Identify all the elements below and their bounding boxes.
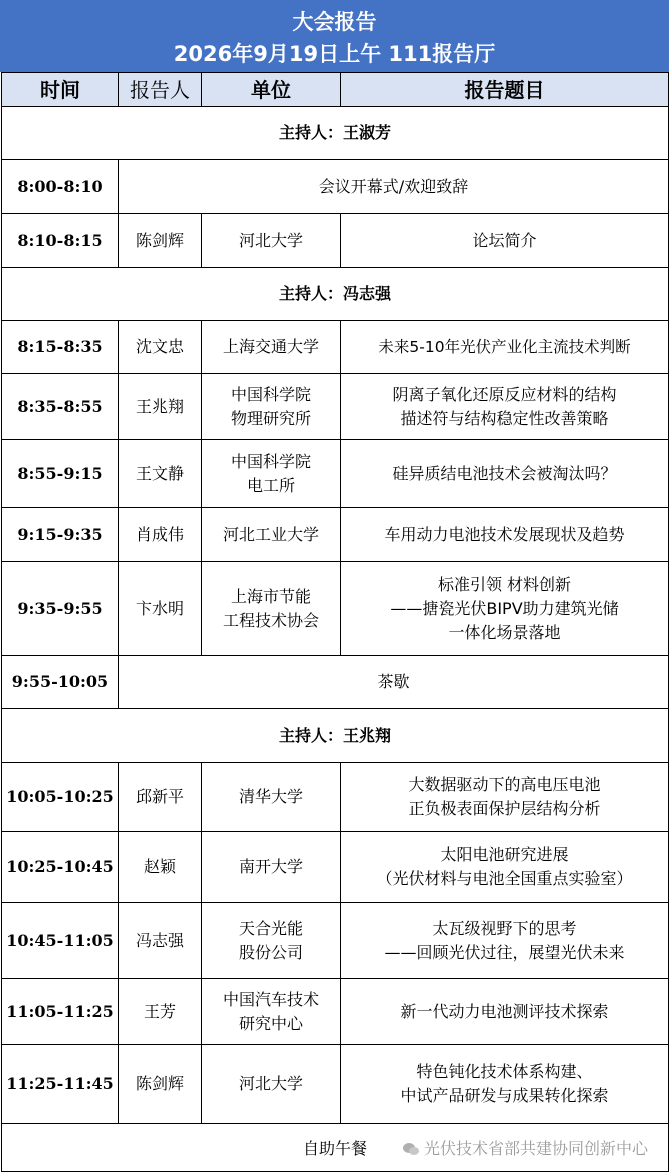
org-cell xyxy=(202,979,341,1045)
topic-line: 硅异质结电池技术会被淘汰吗？ xyxy=(392,463,617,483)
org-cell xyxy=(202,440,341,508)
table-row xyxy=(2,763,669,832)
break-cell: 茶歇 xyxy=(119,656,669,709)
table-row xyxy=(2,214,669,268)
org-line: 中国科学院 xyxy=(230,451,311,471)
org-cell xyxy=(202,763,341,832)
org-line: 上海市节能 xyxy=(230,586,311,606)
table-row xyxy=(2,832,669,903)
header-row xyxy=(2,73,669,107)
col-header-topic: 报告题目 xyxy=(341,73,669,107)
host-label: 主持人：王淑芳 xyxy=(2,107,669,160)
topic-cell xyxy=(341,763,669,832)
opening-cell: 会议开幕式/欢迎致辞 xyxy=(119,160,669,214)
topic-line: 描述符与结构稳定性改善策略 xyxy=(400,408,609,428)
topic-line: 未来5-10年光伏产业化主流技术判断 xyxy=(378,338,631,356)
host-row xyxy=(2,709,669,763)
time-cell: 8:35-8:55 xyxy=(2,374,119,440)
wechat-icon xyxy=(402,1142,420,1156)
time-cell: 8:55-9:15 xyxy=(2,440,119,508)
topic-cell xyxy=(341,903,669,979)
col-header-org: 单位 xyxy=(202,73,341,107)
topic-cell xyxy=(341,1045,669,1124)
org-cell xyxy=(202,1045,341,1124)
title-bar xyxy=(0,0,669,72)
time-cell: 10:45-11:05 xyxy=(2,903,119,979)
speaker-cell: 王兆翔 xyxy=(119,374,202,440)
footer-cell xyxy=(2,1124,669,1172)
topic-line: 大数据驱动下的高电压电池 xyxy=(408,775,601,794)
speaker-cell: 赵颖 xyxy=(119,832,202,903)
topic-line: 正负极表面保护层结构分析 xyxy=(408,799,601,818)
topic-cell xyxy=(341,321,669,374)
topic-cell xyxy=(341,374,669,440)
org-cell xyxy=(202,562,341,656)
watermark-text: 光伏技术省部共建协同创新中心 xyxy=(423,1139,648,1158)
table-row xyxy=(2,321,669,374)
time-cell: 9:35-9:55 xyxy=(2,562,119,656)
org-line: 物理研究所 xyxy=(230,408,311,428)
topic-line: 新一代动力电池测评技术探索 xyxy=(400,1001,609,1021)
time-cell: 10:25-10:45 xyxy=(2,832,119,903)
table-row xyxy=(2,903,669,979)
table-row xyxy=(2,508,669,562)
topic-line: ——搪瓷光伏BIPV助力建筑光储 xyxy=(390,598,619,618)
host-row xyxy=(2,107,669,160)
org-line: 上海交通大学 xyxy=(222,337,319,356)
topic-line: 一体化场景落地 xyxy=(448,622,561,642)
org-cell xyxy=(202,832,341,903)
speaker-cell: 陈剑辉 xyxy=(119,1045,202,1124)
topic-line: 阴离子氧化还原反应材料的结构 xyxy=(392,384,617,404)
topic-line: （光伏材料与电池全国重点实验室） xyxy=(376,869,633,888)
time-cell: 10:05-10:25 xyxy=(2,763,119,832)
org-line: 河北大学 xyxy=(238,1074,303,1093)
org-cell xyxy=(202,214,341,268)
speaker-cell: 王芳 xyxy=(119,979,202,1045)
topic-cell xyxy=(341,979,669,1045)
speaker-cell: 卞水明 xyxy=(119,562,202,656)
table-row xyxy=(2,656,669,709)
lunch-label: 自助午餐 xyxy=(302,1139,367,1158)
topic-line: 标准引领 材料创新 xyxy=(437,574,572,594)
table-row xyxy=(2,1045,669,1124)
table-row xyxy=(2,562,669,656)
watermark xyxy=(402,1137,648,1161)
host-row xyxy=(2,268,669,321)
org-line: 河北大学 xyxy=(238,230,303,250)
org-cell xyxy=(202,374,341,440)
time-cell: 9:15-9:35 xyxy=(2,508,119,562)
time-cell: 9:55-10:05 xyxy=(2,656,119,709)
topic-cell xyxy=(341,832,669,903)
col-header-time: 时间 xyxy=(2,73,119,107)
table-row xyxy=(2,440,669,508)
time-cell: 11:25-11:45 xyxy=(2,1045,119,1124)
topic-line: 太阳电池研究进展 xyxy=(440,845,569,864)
host-label: 主持人：冯志强 xyxy=(2,268,669,321)
host-label: 主持人：王兆翔 xyxy=(2,709,669,763)
org-cell xyxy=(202,508,341,562)
table-row xyxy=(2,160,669,214)
table-row xyxy=(2,979,669,1045)
table-row xyxy=(2,374,669,440)
page-subtitle: 2026年9月19日上午 111报告厅 xyxy=(173,42,496,66)
org-line: 天合光能 xyxy=(238,918,303,938)
org-line: 南开大学 xyxy=(238,857,303,876)
topic-cell xyxy=(341,508,669,562)
speaker-cell: 沈文忠 xyxy=(119,321,202,374)
org-line: 中国科学院 xyxy=(230,384,311,404)
speaker-cell: 陈剑辉 xyxy=(119,214,202,268)
topic-cell xyxy=(341,562,669,656)
speaker-cell: 王文静 xyxy=(119,440,202,508)
org-cell xyxy=(202,321,341,374)
topic-line: 论坛简介 xyxy=(472,230,537,250)
org-line: 电工所 xyxy=(246,475,295,495)
org-line: 工程技术协会 xyxy=(222,610,319,630)
org-line: 河北工业大学 xyxy=(222,524,319,544)
time-cell: 8:00-8:10 xyxy=(2,160,119,214)
col-header-speaker: 报告人 xyxy=(119,73,202,107)
time-cell: 11:05-11:25 xyxy=(2,979,119,1045)
topic-line: 车用动力电池技术发展现状及趋势 xyxy=(384,524,625,544)
org-cell xyxy=(202,903,341,979)
speaker-cell: 肖成伟 xyxy=(119,508,202,562)
topic-cell xyxy=(341,440,669,508)
org-line: 股份公司 xyxy=(238,942,303,962)
footer-row xyxy=(2,1124,669,1172)
page-title: 大会报告 xyxy=(292,10,377,34)
speaker-cell: 冯志强 xyxy=(119,903,202,979)
topic-line: ——回顾光伏过往，展望光伏未来 xyxy=(384,942,625,962)
org-line: 研究中心 xyxy=(238,1013,303,1033)
topic-line: 中试产品研发与成果转化探索 xyxy=(400,1086,609,1105)
speaker-cell: 邱新平 xyxy=(119,763,202,832)
schedule-table xyxy=(1,72,669,1172)
time-cell: 8:15-8:35 xyxy=(2,321,119,374)
org-line: 清华大学 xyxy=(238,787,303,806)
topic-cell xyxy=(341,214,669,268)
topic-line: 特色钝化技术体系构建、 xyxy=(416,1062,593,1081)
org-line: 中国汽车技术 xyxy=(222,989,319,1009)
time-cell: 8:10-8:15 xyxy=(2,214,119,268)
topic-line: 太瓦级视野下的思考 xyxy=(432,918,577,938)
